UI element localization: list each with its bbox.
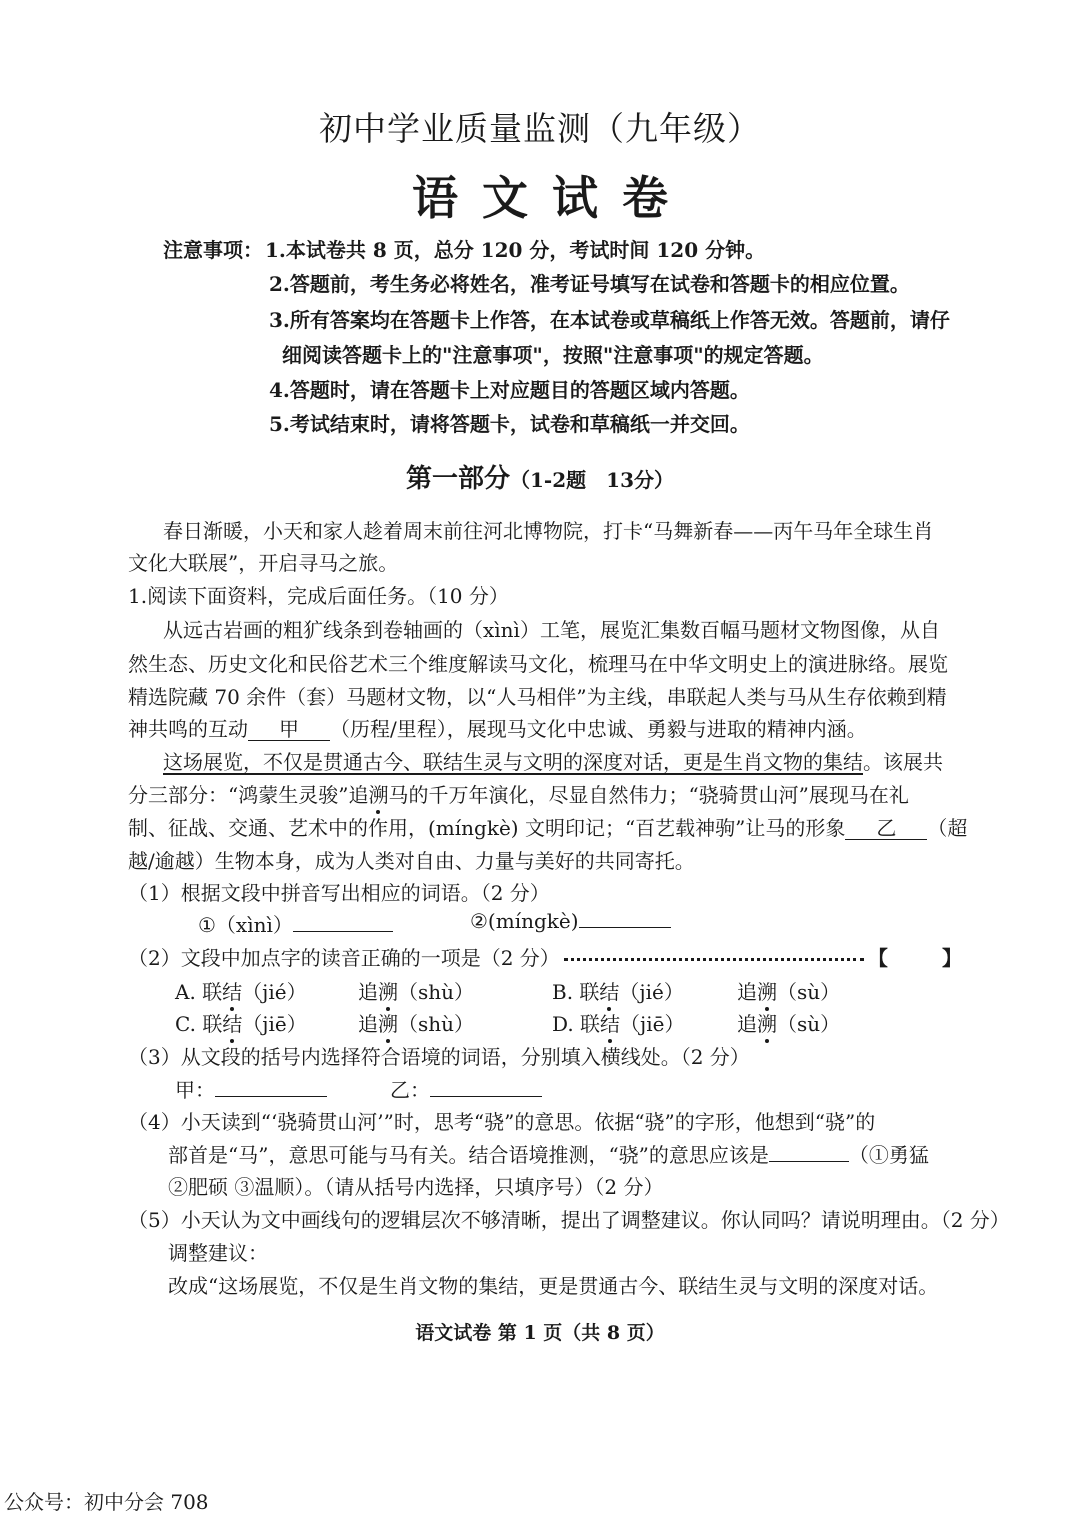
notice-line-1: 注意事项： 1.本试卷共 8 页，总分 120 分，考试时间 120 分钟。 [163,238,766,262]
sub3-jia: 甲： [175,1074,327,1103]
page-footer: 语文试卷 第 1 页（共 8 页） [415,1322,665,1344]
passage-p1-line-4: 神共鸣的互动 甲 （历程/里程），展现马文化中忠诚、勇毅与进取的精神内涵。 [128,717,867,741]
option-d-word2: 追溯（sù） [737,1012,841,1036]
option-a[interactable]: A. 联结（jié） [175,980,307,1004]
part-note: （1-2题 13分） [510,468,674,492]
notice-line-2: 2.答题前，考生务必将姓名，准考证号填写在试卷和答题卡的相应位置。 [269,272,910,296]
leader-dots [564,958,864,961]
blank-yi: 乙 [845,818,927,840]
answer-blank[interactable] [769,1161,849,1162]
passage-p2-line-4: 越/逾越）生物本身，成为人类对自由、力量与美好的共同寄托。 [128,849,695,873]
sub1-stem: （1）根据文段中拼音写出相应的词语。（2 分） [128,881,550,905]
sub1-item-b: ②(míngkè) [470,909,671,933]
sub5-line-3: 改成“这场展览，不仅是生肖文物的集结，更是贯通古今、联结生灵与文明的深度对话。 [168,1274,939,1298]
answer-bracket-left: 【 [867,946,888,970]
watermark-text: 公众号：初中分会 708 [4,1490,209,1514]
answer-blank[interactable] [215,1096,327,1097]
blank-jia: 甲 [248,719,330,741]
q1-stem: 1.阅读下面资料，完成后面任务。（10 分） [128,584,509,608]
passage-p1-line-3: 精选院藏 70 余件（套）马题材文物，以“人马相伴”为主线，串联起人类与马从生存依赖到精 [128,685,947,709]
answer-blank[interactable] [579,927,671,928]
sub4-line-1: （4）小天读到“‘骁骑贯山河’”时，思考“骁”的意思。依据“骁”的字形，他想到“骁”的 [128,1110,876,1134]
part-title: 第一部分 [406,464,511,494]
dotted-char: 溯 [368,783,389,807]
sub2-stem-line: （2）文段中加点字的读音正确的一项是（2 分） 【 】 [128,942,962,971]
option-a-word2: 追溯（shù） [358,980,475,1004]
exam-subtitle: 初中学业质量监测（九年级） [319,109,761,148]
passage-p2-line-2: 分三部分：“鸿蒙生灵骏”追溯马的千万年演化，尽显自然伟力；“骁骑贯山河”展现马在礼 [128,783,909,807]
exam-title: 语文试卷 [412,171,692,225]
notice-label: 注意事项： [163,238,263,262]
passage-p2-line-1: 这场展览，不仅是贯通古今、联结生灵与文明的深度对话，更是生肖文物的集结。该展共 [163,750,943,774]
option-d[interactable]: D. 联结（jiē） [552,1012,685,1036]
option-c-word2: 追溯（shù） [358,1012,475,1036]
option-c[interactable]: C. 联结（jiē） [175,1012,307,1036]
notice-line-5: 4.答题时，请在答题卡上对应题目的答题区域内答题。 [269,378,750,402]
intro-line-1: 春日渐暖，小天和家人趁着周末前往河北博物院，打卡“马舞新春——丙午马年全球生肖 [163,519,934,543]
underlined-sentence: 这场展览，不仅是贯通古今、联结生灵与文明的深度对话，更是生肖文物的集结 [163,750,863,774]
intro-line-2: 文化大联展”，开启寻马之旅。 [128,551,399,575]
part-heading [0,458,1080,495]
answer-blank[interactable] [293,931,393,932]
answer-bracket-right: 】 [942,946,962,970]
notice-line-3: 3.所有答案均在答题卡上作答，在本试卷或草稿纸上作答无效。答题前，请仔 [269,308,950,332]
option-b[interactable]: B. 联结（jié） [552,980,684,1004]
passage-p1-line-2: 然生态、历史文化和民俗艺术三个维度解读马文化，梳理马在中华文明史上的演进脉络。展览 [128,652,948,676]
option-b-word2: 追溯（sù） [737,980,841,1004]
sub3-stem: （3）从文段的括号内选择符合语境的词语，分别填入横线处。（2 分） [128,1045,750,1069]
passage-p2-line-3: 制、征战、交通、艺术中的作用，(míngkè) 文明印记；“百艺载神驹”让马的形象 乙 （超 [128,816,968,840]
answer-blank[interactable] [430,1096,542,1097]
sub4-line-2: 部首是“马”，意思可能与马有关。结合语境推测，“骁”的意思应该是 （①勇猛 [168,1143,929,1167]
sub3-yi: 乙： [390,1074,542,1103]
sub1-item-a: ①（xìnì） [198,909,393,938]
passage-p1-line-1: 从远古岩画的粗犷线条到卷轴画的（xìnì）工笔，展览汇集数百幅马题材文物图像，从自 [163,618,940,642]
sub4-line-3: ②肥硕 ③温顺）。（请从括号内选择，只填序号）（2 分） [168,1175,664,1199]
notice-line-4: 细阅读答题卡上的"注意事项"，按照"注意事项"的规定答题。 [282,343,824,367]
notice-line-6: 5.考试结束时，请将答题卡，试卷和草稿纸一并交回。 [269,412,750,436]
sub5-line-2: 调整建议： [168,1241,268,1265]
sub5-line-1: （5）小天认为文中画线句的逻辑层次不够清晰，提出了调整建议。你认同吗？请说明理由。（2 分） [128,1208,1010,1232]
